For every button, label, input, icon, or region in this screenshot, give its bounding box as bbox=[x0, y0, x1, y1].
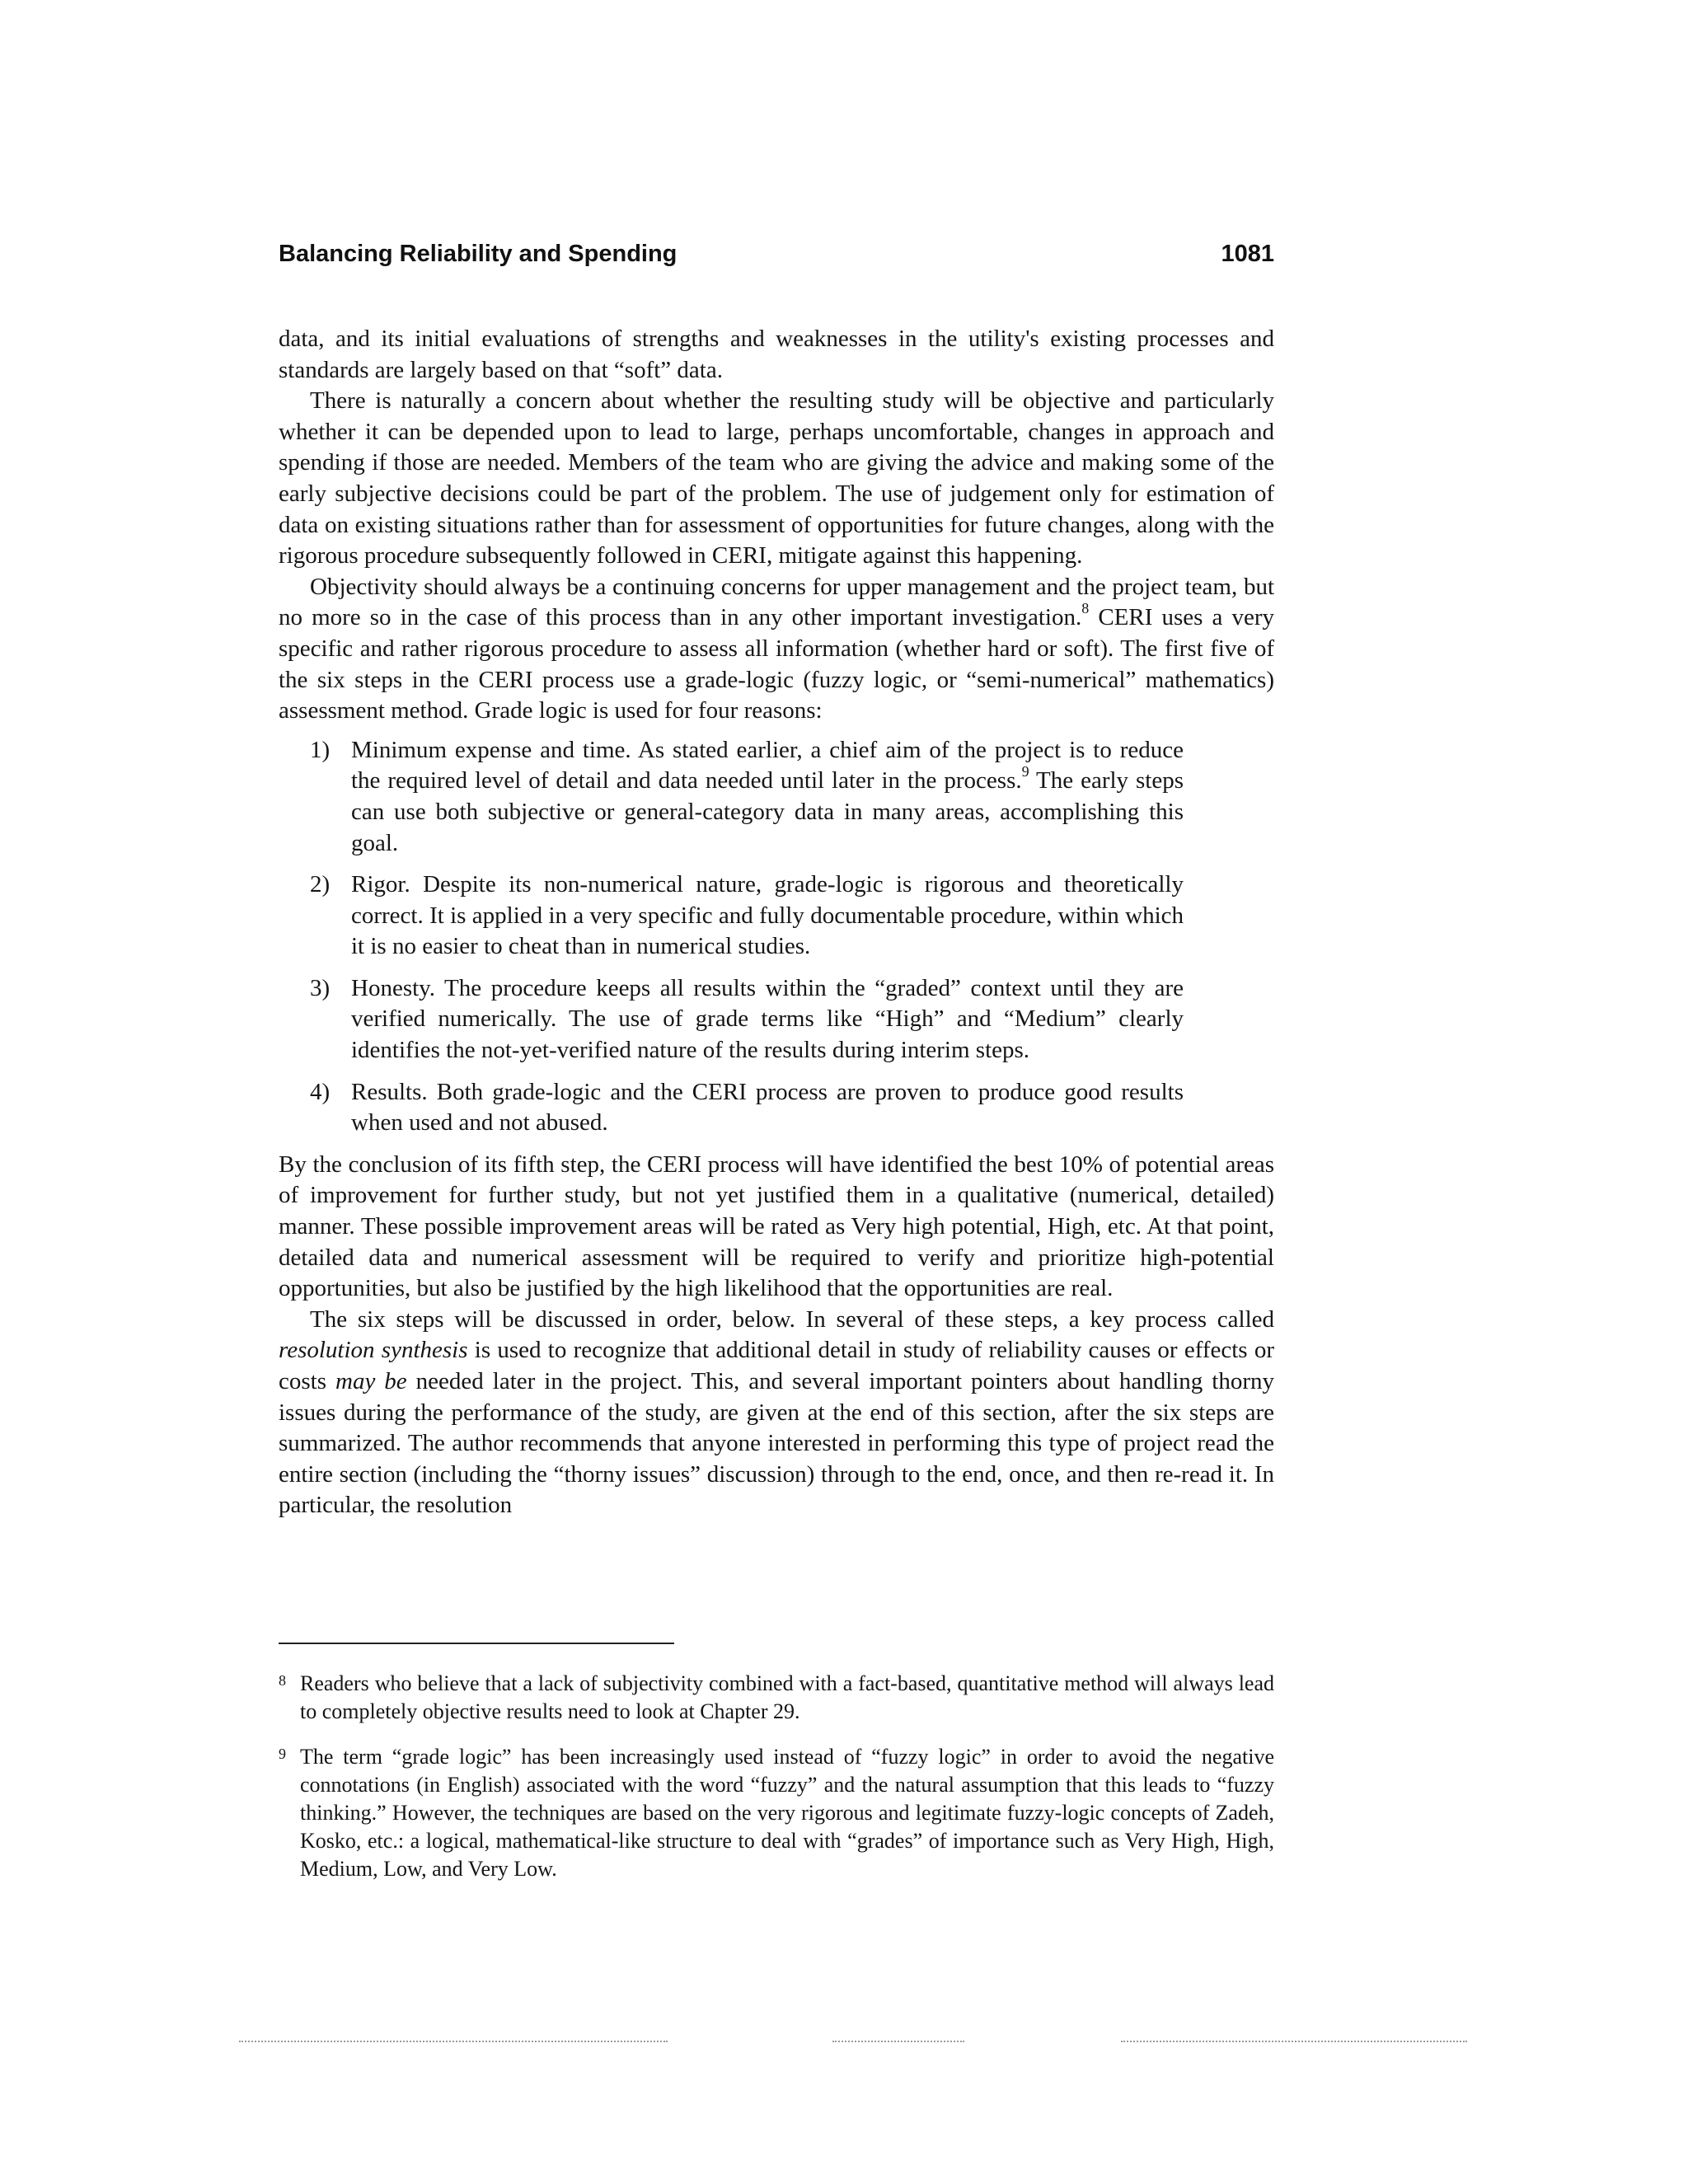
scan-artifact-line bbox=[1121, 2041, 1467, 2042]
list-item-number: 2) bbox=[310, 871, 331, 898]
footnote-mark: 8 bbox=[279, 1672, 286, 1689]
list-item bbox=[279, 973, 1274, 1066]
footnote-divider bbox=[279, 1643, 674, 1644]
footnote-8 bbox=[279, 1670, 1274, 1726]
emphasis-resolution-synthesis: resolution synthesis bbox=[279, 1337, 468, 1364]
list-item-text bbox=[351, 735, 1274, 859]
chapter-title: Balancing Reliability and Spending bbox=[279, 241, 678, 267]
reasons-list bbox=[279, 735, 1274, 1139]
footnote-mark: 9 bbox=[279, 1746, 286, 1762]
paragraph-5-text-b: is used to recognize that additional detail in study of reliability causes or effects or costs bbox=[279, 1337, 1274, 1394]
list-item-text-a: Minimum expense and time. As stated earlier, a chief aim of the project is to reduce the required level of detail and data needed until later in the process. bbox=[351, 736, 1184, 794]
list-item-text-b: The early steps can use both subjective or general-category data in many areas, accomplishing this goal. bbox=[351, 767, 1184, 856]
footnote-ref-9: 9 bbox=[1021, 762, 1029, 780]
running-head bbox=[279, 241, 1274, 268]
body-text bbox=[279, 324, 1274, 1521]
list-item-number: 1) bbox=[310, 736, 331, 763]
emphasis-may-be: may be bbox=[335, 1368, 407, 1394]
paragraph-2: There is naturally a concern about whether the resulting study will be objective and particularly whether it can be depended upon to lead to large, perhaps uncomfortable, changes in approach and spending if those are needed. Members of the team who are giving the advice and making some of the early subjective decisions could be part of the problem. The use of judgement only for estimation of data on existing situations rather than for assessment of opportunities for future changes, along with the rigorous procedure subsequently followed in CERI, mitigate against this happening. bbox=[279, 387, 1274, 569]
list-item-text: Rigor. Despite its non-numerical nature, grade-logic is rigorous and theoretically correct. It is applied in a very specific and fully documentable procedure, within which it is no easier to cheat than in numerical studies. bbox=[351, 871, 1184, 960]
footnote-ref-8: 8 bbox=[1081, 599, 1090, 616]
paragraph-3-text-b: CERI uses a very specific and rather rigorous procedure to assess all information (whether hard or soft). The first five of the six steps in the CERI process use a grade-logic (fuzzy logic, or “semi-numerical” mathematics) assessment method. Grade logic is used for four reasons: bbox=[279, 604, 1274, 724]
footnote-9 bbox=[279, 1743, 1274, 1883]
paragraph-4: By the conclusion of its fifth step, the CERI process will have identified the best 10% of potential areas of improvement for further study, but not yet justified them in a qualitative (numerical, detailed) manner. These possible improvement areas will be rated as Very high potential, High, etc. At that point, detailed data and numerical assessment will be required to verify and prioritize high-potential opportunities, but also be justified by the high likelihood that the opportunities are real. bbox=[279, 1151, 1274, 1302]
list-item-text: Results. Both grade-logic and the CERI process are proven to produce good results when used and not abused. bbox=[351, 1078, 1184, 1137]
list-item-number: 4) bbox=[310, 1078, 331, 1105]
footnote-text: The term “grade logic” has been increasingly used instead of “fuzzy logic” in order to avoid the negative connotations (in English) associated with the word “fuzzy” and the natural assumption that this leads to “fuzzy thinking.” However, the techniques are based on the very rigorous and legitimate fuzzy-logic concepts of Zadeh, Kosko, etc.: a logical, mathematical-like structure to deal with “grades” of importance such as Very High, High, Medium, Low, and Very Low. bbox=[300, 1745, 1274, 1881]
scan-artifact-line bbox=[239, 2041, 668, 2042]
scan-artifact-line bbox=[832, 2041, 964, 2042]
list-item bbox=[279, 869, 1274, 963]
list-item bbox=[279, 735, 1274, 859]
paragraph-5-text-c: needed later in the project. This, and several important pointers about handling thorny issues during the performance of the study, are given at the end of this section, after the six steps are summarized. The author recommends that anyone interested in performing this type of project read the entire section (including the “thorny issues” discussion) through to the end, once, and then re-read it. In particular, the resolution bbox=[279, 1368, 1275, 1519]
list-item-text: Honesty. The procedure keeps all results within the “graded” context until they are verified numerically. The use of grade terms like “High” and “Medium” clearly identifies the not-yet-verified nature of the results during interim steps. bbox=[351, 974, 1184, 1064]
list-item-number: 3) bbox=[310, 974, 331, 1001]
footnotes bbox=[279, 1670, 1274, 1900]
paragraph-1: data, and its initial evaluations of strengths and weaknesses in the utility's existing processes and standards are largely based on that “soft” data. bbox=[279, 326, 1274, 383]
paragraph-3-text-a: Objectivity should always be a continuing concerns for upper management and the project team, but no more so in the case of this process than in any other important investigation. bbox=[279, 573, 1274, 631]
paragraph-5 bbox=[279, 1305, 1274, 1521]
paragraph-3 bbox=[279, 572, 1274, 727]
paragraph-5-text-a: The six steps will be discussed in order, below. In several of these steps, a key process called bbox=[310, 1305, 1274, 1333]
list-item bbox=[279, 1077, 1274, 1139]
footnote-text: Readers who believe that a lack of subjectivity combined with a fact-based, quantitative method will always lead to completely objective results need to look at Chapter 29. bbox=[300, 1671, 1274, 1723]
page-number: 1081 bbox=[1221, 241, 1274, 267]
